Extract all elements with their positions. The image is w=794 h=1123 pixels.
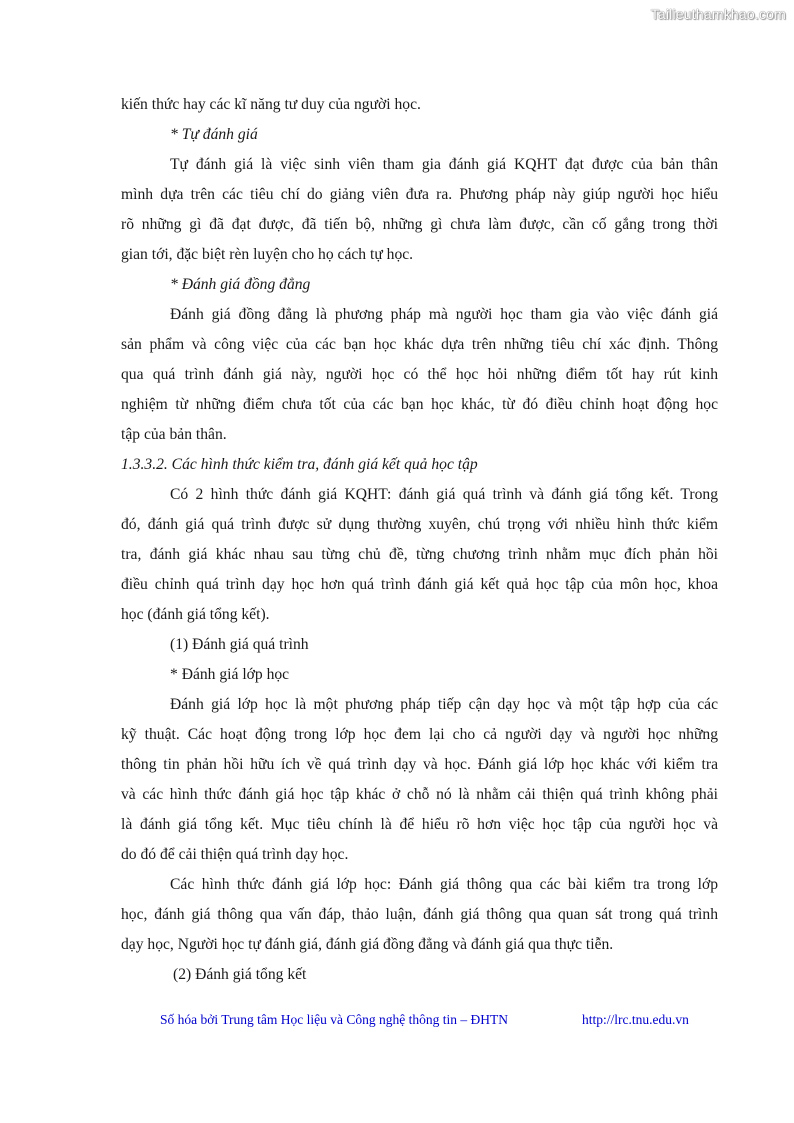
text-line: kiến thức hay các kĩ năng tư duy của người học. <box>121 96 421 113</box>
text-line: Có 2 hình thức đánh giá KQHT: đánh giá quá trình và đánh giá tổng kết. Trong <box>170 486 718 503</box>
text-line: là đánh giá tổng kết. Mục tiêu chính là để hiểu rõ hơn việc học tập của người học và <box>121 816 718 833</box>
subheading-peer-assessment: * Đánh giá đồng đẳng <box>170 276 311 293</box>
text-line: nghiệm từ những điểm chưa tốt của các bạn học khác, từ đó điều chỉnh hoạt động học <box>121 396 718 413</box>
text-line: Đánh giá đồng đẳng là phương pháp mà người học tham gia vào việc đánh giá <box>170 306 718 323</box>
text-line: do đó để cải thiện quá trình dạy học. <box>121 846 349 863</box>
footer-credit: Số hóa bởi Trung tâm Học liệu và Công nghệ thông tin – ĐHTN <box>160 1012 509 1027</box>
text-line: sản phẩm và công việc của các bạn học khác dựa trên những tiêu chí xác định. Thông <box>121 336 718 353</box>
watermark: Tailieuthamkhao.com <box>650 6 786 22</box>
text-line: điều chỉnh quá trình dạy học hơn quá trình đánh giá kết quả học tập của môn học, khoa <box>121 576 718 593</box>
text-line: học, đánh giá thông qua vấn đáp, thảo luận, đánh giá thông qua quan sát trong quá trình <box>121 906 718 923</box>
subheading-classroom-assessment: * Đánh giá lớp học <box>170 666 290 683</box>
text-line: qua quá trình đánh giá này, người học có thể học hỏi những điểm tốt hay rút kinh <box>121 366 718 383</box>
text-line: tập của bản thân. <box>121 426 227 443</box>
subheading-self-assessment: * Tự đánh giá <box>170 126 258 143</box>
text-line: thông tin phản hồi hữu ích về quá trình dạy và học. Đánh giá lớp học khác với kiểm tra <box>121 756 718 773</box>
text-line: và các hình thức đánh giá học tập khác ở chỗ nó là nhằm cải thiện quá trình không phải <box>121 786 718 803</box>
text-line: Đánh giá lớp học là một phương pháp tiếp cận dạy học và một tập hợp của các <box>170 696 718 713</box>
document-body <box>121 90 718 990</box>
text-line: Các hình thức đánh giá lớp học: Đánh giá thông qua các bài kiểm tra trong lớp <box>170 876 718 893</box>
text-line: mình dựa trên các tiêu chí do giảng viên đưa ra. Phương pháp này giúp người học hiểu <box>121 186 718 203</box>
footer-url[interactable]: http://lrc.tnu.edu.vn <box>582 1012 689 1027</box>
section-heading: 1.3.3.2. Các hình thức kiểm tra, đánh giá kết quả học tập <box>121 456 478 473</box>
text-line: rõ những gì đã đạt được, đã tiến bộ, những gì chưa làm được, cần cố gắng trong thời <box>121 216 718 233</box>
text-line: gian tới, đặc biệt rèn luyện cho họ cách tự học. <box>121 246 414 263</box>
subheading-formative: (1) Đánh giá quá trình <box>170 636 309 653</box>
text-line: kỹ thuật. Các hoạt động trong lớp học đem lại cho cả người dạy và người học những <box>121 726 718 743</box>
text-line: Tự đánh giá là việc sinh viên tham gia đánh giá KQHT đạt được của bản thân <box>170 156 718 173</box>
subheading-summative: (2) Đánh giá tổng kết <box>173 966 307 983</box>
text-line: học (đánh giá tổng kết). <box>121 606 270 623</box>
text-line: dạy học, Người học tự đánh giá, đánh giá đồng đẳng và đánh giá qua thực tiễn. <box>121 936 614 953</box>
text-line: tra, đánh giá khác nhau sau từng chủ đề, từng chương trình nhằm mục đích phản hồi <box>121 546 718 563</box>
text-line: đó, đánh giá quá trình được sử dụng thường xuyên, chú trọng với nhiều hình thức kiểm <box>121 516 718 533</box>
